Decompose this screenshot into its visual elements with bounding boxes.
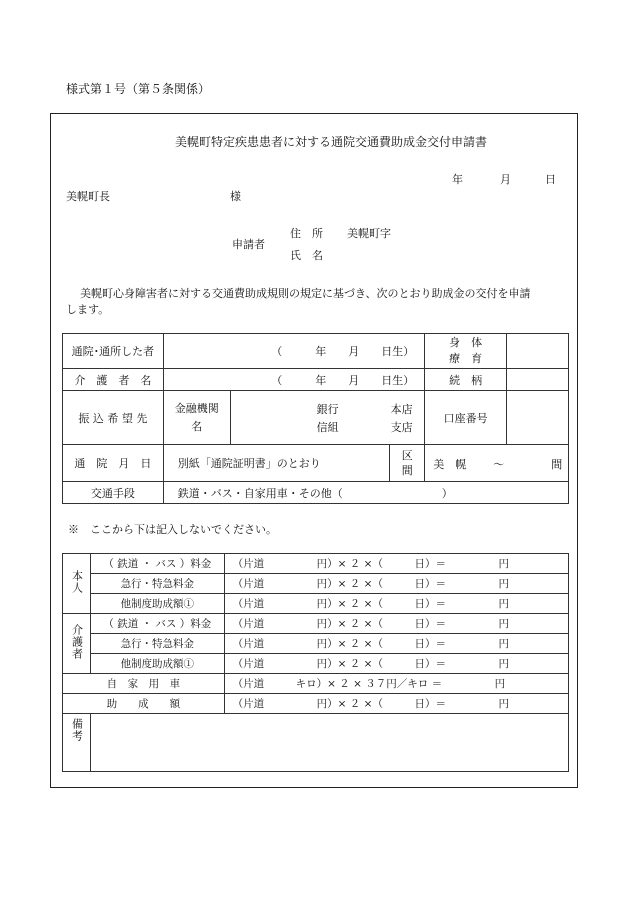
caregiver-label-cell xyxy=(63,614,91,674)
branch-type1: 本店 xyxy=(390,403,413,416)
car-label: 自 家 用 車 xyxy=(63,674,225,694)
person-other-label: 他制度助成額① xyxy=(90,594,224,614)
caregiver-fare-label: （ 鉄道 ・ バス ）料金 xyxy=(90,614,224,634)
section-from: 美 幌 xyxy=(433,458,467,471)
visit-date-label: 通 院 月 日 xyxy=(63,445,164,482)
calculation-table xyxy=(62,553,569,772)
person-label-cell xyxy=(63,554,91,614)
caregiver-name-cell[interactable] xyxy=(163,369,424,391)
caregiver-fare-formula[interactable]: （片道 円）× ２ ×（ 日）＝ 円 xyxy=(224,614,568,634)
bank-label-cell xyxy=(163,391,230,445)
relation1-value-cell[interactable] xyxy=(507,334,569,369)
honorific: 様 xyxy=(230,190,241,203)
transport-label: 交通手段 xyxy=(63,482,164,504)
section-to: 間 xyxy=(551,458,563,471)
address-label: 住 所 xyxy=(290,227,323,240)
remarks-value-cell[interactable] xyxy=(90,714,568,772)
name-label: 氏 名 xyxy=(290,249,323,262)
car-formula[interactable]: （片道 キロ）× ２ × ３７円／キロ ＝ 円 xyxy=(224,674,568,694)
bank-label-line1: 金融機関 xyxy=(174,401,219,415)
person-fare-formula[interactable]: （片道 円）× ２ ×（ 日）＝ 円 xyxy=(224,554,568,574)
form-title: 美幌町特定疾患患者に対する通院交通費助成金交付申請書 xyxy=(175,135,488,149)
relation2-value-cell[interactable] xyxy=(507,369,569,391)
bank-label-line2: 名 xyxy=(191,419,203,433)
bank-type2: 信組 xyxy=(316,421,339,434)
caregiver-birth: （ 年 月 日生） xyxy=(271,373,415,387)
person-express-formula[interactable]: （片道 円）× ２ ×（ 日）＝ 円 xyxy=(224,574,568,594)
date-year-label: 年 xyxy=(452,173,463,186)
transfer-label: 振 込 希 望 先 xyxy=(63,391,164,445)
bank-type1: 銀行 xyxy=(316,403,339,416)
caregiver-other-formula[interactable]: （片道 円）× ２ ×（ 日）＝ 円 xyxy=(224,654,568,674)
transport-value[interactable]: 鉄道・バス・自家用車・その他（ ） xyxy=(163,482,568,504)
body-text-line2: します。 xyxy=(66,303,110,316)
subsidy-formula[interactable]: （片道 円）× ２ ×（ 日）＝ 円 xyxy=(224,694,568,714)
applicant-table xyxy=(62,333,569,504)
body-text-line1: 美幌町心身障害者に対する交通費助成規則の規定に基づき、次のとおり助成金の交付を申請 xyxy=(80,287,531,300)
caregiver-name-label: 介 護 者 名 xyxy=(63,369,164,391)
person-label: 本人 xyxy=(70,570,84,594)
bank-name-cell[interactable] xyxy=(230,391,425,445)
subsidy-label: 助 成 額 xyxy=(63,694,225,714)
section-label xyxy=(390,445,425,482)
remarks-label-cell xyxy=(63,714,91,772)
account-label: 口座番号 xyxy=(425,391,507,445)
section-label-text: 区間 xyxy=(401,449,413,477)
caregiver-express-formula[interactable]: （片道 円）× ２ ×（ 日）＝ 円 xyxy=(224,634,568,654)
caregiver-express-label: 急行・特急料金 xyxy=(90,634,224,654)
visit-date-value: 別紙「通院証明書」のとおり xyxy=(163,445,390,482)
person-fare-label: （ 鉄道 ・ バス ）料金 xyxy=(90,554,224,574)
caregiver-other-label: 他制度助成額① xyxy=(90,654,224,674)
patient-name-cell[interactable] xyxy=(163,334,424,369)
office-use-note: ※ ここから下は記入しないでください。 xyxy=(68,523,277,536)
person-other-formula[interactable]: （片道 円）× ２ ×（ 日）＝ 円 xyxy=(224,594,568,614)
relation1-line2: 療 育 xyxy=(449,352,483,365)
person-express-label: 急行・特急料金 xyxy=(90,574,224,594)
branch-type2: 支店 xyxy=(390,421,413,434)
date-day-label: 日 xyxy=(545,173,556,186)
patient-label: 通院･通所した者 xyxy=(63,334,164,369)
remarks-label: 備考 xyxy=(70,718,84,742)
form-number: 様式第１号（第５条関係） xyxy=(66,82,211,96)
relation1-line1: 身 体 xyxy=(449,336,483,349)
patient-birth: （ 年 月 日生） xyxy=(271,345,415,358)
addressee: 美幌町長 xyxy=(66,190,110,203)
section-tilde: ～ xyxy=(493,458,505,471)
caregiver-label: 介護者 xyxy=(70,624,84,660)
relation2-label: 続 柄 xyxy=(425,369,507,391)
date-month-label: 月 xyxy=(500,173,511,186)
applicant-label: 申請者 xyxy=(232,238,265,251)
section-value-cell[interactable] xyxy=(425,445,569,482)
relation1-cell xyxy=(425,334,507,369)
account-value-cell[interactable] xyxy=(507,391,569,445)
address-prefix: 美幌町字 xyxy=(347,227,391,240)
